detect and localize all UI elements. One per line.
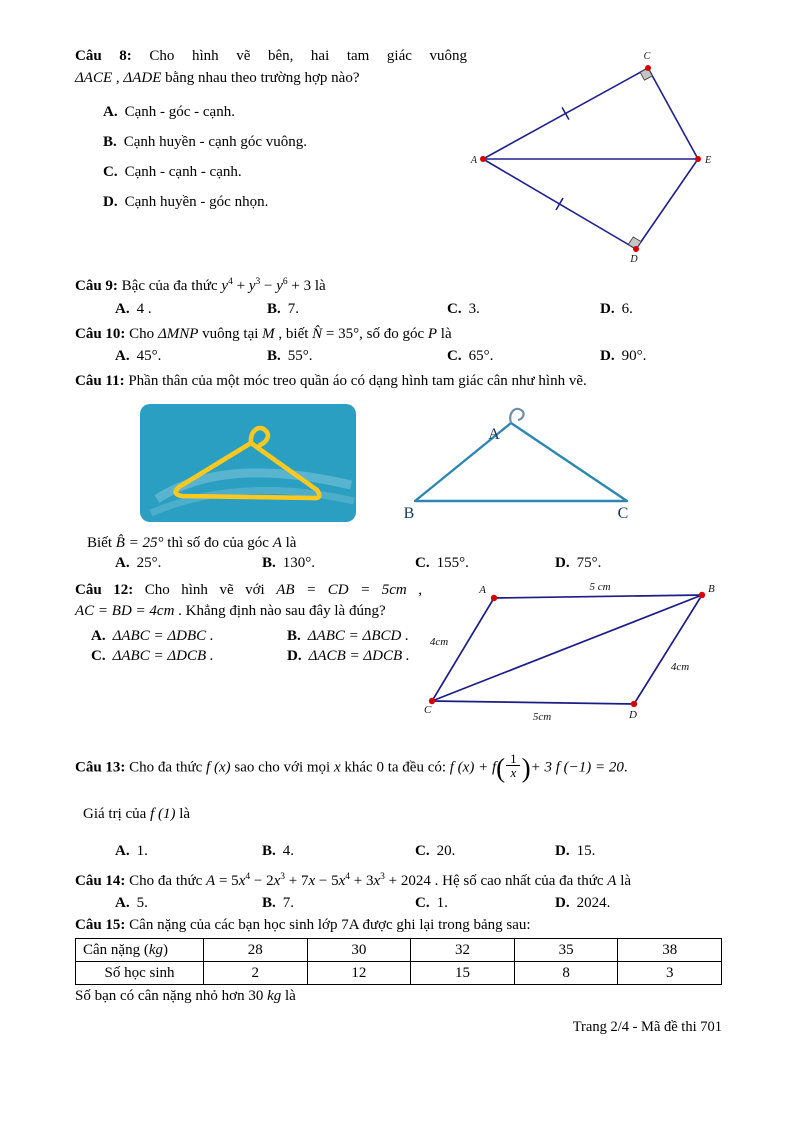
- table-cell: 35: [514, 939, 618, 962]
- option-label: C.: [447, 300, 462, 317]
- dim-bottom: 5cm: [532, 710, 552, 723]
- triangle-edges: [483, 68, 698, 249]
- open-paren: (: [496, 752, 506, 783]
- option-text: 1.: [136, 842, 148, 859]
- option-text: ΔABC = ΔBCD .: [307, 628, 409, 644]
- option-label: C.: [415, 895, 430, 912]
- option-text: 7.: [282, 895, 295, 912]
- label-D: D: [629, 708, 637, 721]
- option-label: A.: [115, 348, 130, 364]
- vertex-labels: [470, 51, 711, 265]
- question-11-given: Biết B̂ = 25° thì số đo của góc A là: [87, 534, 297, 551]
- parallelogram-edges: [429, 595, 702, 704]
- q11-option-a: [115, 555, 262, 572]
- question-14-options: [75, 895, 722, 912]
- option-text: 65°.: [468, 348, 494, 364]
- q9-option-a: [115, 301, 267, 318]
- option-label: B.: [103, 133, 117, 150]
- question-8-figure: [467, 46, 722, 270]
- option-label: D.: [103, 193, 118, 210]
- option-label: B.: [262, 554, 276, 571]
- isosceles-triangle-figure-svg: [401, 401, 641, 523]
- question-12: [75, 580, 722, 724]
- q11-option-b: [262, 555, 415, 572]
- label-B: B: [403, 504, 415, 522]
- option-text: Cạnh huyền - cạnh góc vuông.: [123, 133, 308, 150]
- question-10-text: Câu 10: Cho ΔMNP vuông tại M , biết N̂ = 35°, số đo góc P là: [75, 325, 452, 342]
- option-text: ΔACB = ΔDCB .: [308, 648, 410, 664]
- q14-option-c: [415, 895, 555, 912]
- question-12-text-block: [75, 580, 422, 724]
- table-cell: 3: [618, 962, 722, 985]
- option-label: D.: [600, 348, 615, 364]
- q13-option-b: [262, 843, 415, 860]
- q14-option-d: [555, 895, 722, 912]
- label-B: B: [708, 582, 715, 595]
- question-8: [75, 46, 722, 270]
- question-11-figures: [139, 401, 722, 523]
- q8-option-c: [103, 157, 467, 187]
- question-12-line2: AC = BD = 4cm . Khẳng định nào sau đây là đúng?: [75, 603, 386, 620]
- option-label: D.: [555, 842, 570, 859]
- option-label: B.: [262, 895, 276, 912]
- table-cell: 12: [307, 962, 411, 985]
- question-9-options: [75, 301, 722, 318]
- option-label: A.: [115, 554, 130, 571]
- option-label: C.: [91, 648, 106, 664]
- option-text: 130°.: [282, 554, 316, 571]
- option-text: 2024.: [576, 895, 611, 912]
- q13-lead: Câu 13: Cho đa thức f (x) sao cho với mọi x khác 0 ta đều có:: [75, 759, 450, 776]
- triangle-labels: [404, 426, 629, 522]
- question-11-options: [75, 555, 722, 572]
- option-label: C.: [447, 348, 462, 364]
- question-15-followup: Số bạn có cân nặng nhỏ hơn 30 kg là: [75, 988, 296, 1005]
- table-cell: 38: [618, 939, 722, 962]
- table-cell: 32: [411, 939, 515, 962]
- option-label: C.: [415, 554, 430, 571]
- table-cell: 2: [204, 962, 308, 985]
- option-text: 6.: [621, 300, 633, 317]
- table-cell: 28: [204, 939, 308, 962]
- label-C: C: [617, 504, 629, 522]
- label-C: C: [643, 51, 651, 62]
- question-12-options: [75, 628, 422, 665]
- option-label: B.: [267, 348, 281, 364]
- q14-option-a: [115, 895, 262, 912]
- q13-formula-right: + 3 f (−1) = 20: [530, 759, 624, 776]
- hook-icon: [510, 408, 523, 422]
- q13-option-c: [415, 843, 555, 860]
- label-C: C: [424, 703, 432, 716]
- option-label: C.: [415, 842, 430, 859]
- triangle-outline: [415, 423, 627, 501]
- q12-option-d: [287, 648, 422, 665]
- option-label: A.: [115, 895, 130, 912]
- q13-formula-left: f (x) + f: [449, 759, 497, 776]
- option-label: D.: [287, 648, 302, 664]
- q10-option-a: [115, 348, 267, 365]
- fraction-numerator: 1: [510, 750, 517, 766]
- q13-period: .: [623, 759, 628, 776]
- option-label: C.: [103, 163, 118, 180]
- dim-right: 4cm: [670, 660, 690, 673]
- question-12-line1: Câu 12: Cho hình vẽ với AB = CD = 5cm ,: [75, 581, 423, 598]
- parallelogram-figure-svg: [422, 582, 722, 724]
- dim-left: 4cm: [429, 635, 449, 648]
- option-label: B.: [287, 628, 301, 644]
- option-text: 25°.: [136, 554, 162, 571]
- q12-option-a: [91, 628, 287, 645]
- option-text: Cạnh huyền - góc nhọn.: [124, 193, 269, 210]
- label-A: A: [488, 425, 500, 443]
- option-label: A.: [91, 628, 106, 644]
- option-text: 5.: [136, 895, 148, 912]
- q13-option-d: [555, 843, 722, 860]
- option-text: 55°.: [287, 348, 313, 364]
- option-text: 7.: [287, 300, 300, 317]
- option-text: 20.: [436, 842, 456, 859]
- label-A: A: [479, 583, 486, 596]
- hanger-clipart-svg: [139, 403, 357, 523]
- option-text: ΔABC = ΔDCB .: [112, 648, 214, 664]
- question-9-text: Câu 9: Bậc của đa thức $y^4 + y^3 - y^6 + 3$ là: [75, 277, 326, 294]
- option-label: B.: [262, 842, 276, 859]
- q11-option-d: [555, 555, 722, 572]
- option-label: A.: [103, 103, 118, 120]
- q11-option-c: [415, 555, 555, 572]
- q13-option-a: [115, 843, 262, 860]
- q10-option-b: [267, 348, 447, 365]
- q9-option-c: [447, 301, 600, 318]
- table-cell: 30: [307, 939, 411, 962]
- question-13-value-line: Giá trị của f (1) là: [83, 805, 191, 822]
- question-8-options: [75, 97, 467, 217]
- q8-kite-figure-svg: [468, 46, 720, 270]
- option-label: D.: [600, 300, 615, 317]
- option-text: 75°.: [576, 554, 602, 571]
- option-label: D.: [555, 895, 570, 912]
- option-text: 4 .: [136, 300, 152, 317]
- fraction-denominator: x: [506, 765, 520, 780]
- q8-option-a: [103, 97, 467, 127]
- label-E: E: [705, 155, 712, 166]
- q12-option-c: [91, 648, 287, 665]
- table-cell: 8: [514, 962, 618, 985]
- question-10-options: [75, 348, 722, 365]
- dim-top: 5 cm: [589, 581, 611, 593]
- q9-option-d: [600, 301, 722, 318]
- label-D: D: [630, 254, 638, 265]
- option-text: 155°.: [436, 554, 469, 571]
- weight-frequency-table: [75, 938, 722, 985]
- option-text: Cạnh - cạnh - cạnh.: [124, 163, 242, 180]
- question-8-line1: Câu 8: Cho hình vẽ bên, hai tam giác vuông: [75, 48, 467, 64]
- table-cell: 15: [411, 962, 515, 985]
- q8-option-d: [103, 187, 467, 217]
- fraction-1-over-x: [506, 752, 521, 780]
- q12-option-b: [287, 628, 422, 645]
- question-13-options: [75, 843, 722, 860]
- question-11-text: Câu 11: Phần thân của một móc treo quần áo có dạng hình tam giác cân như hình vẽ.: [75, 373, 587, 389]
- table-row-counts: [76, 962, 722, 985]
- q9-option-b: [267, 301, 447, 318]
- option-text: 45°.: [136, 348, 162, 364]
- tick-mark-AD: [556, 198, 563, 210]
- question-8-text-block: [75, 46, 467, 270]
- option-text: 1.: [436, 895, 448, 912]
- option-text: 4.: [282, 842, 295, 859]
- question-12-figure: [422, 580, 722, 724]
- close-paren: ): [521, 752, 531, 783]
- q14-option-b: [262, 895, 415, 912]
- q8-option-b: [103, 127, 467, 157]
- page-footer: Trang 2/4 - Mã đề thi 701: [572, 1019, 722, 1036]
- question-15-text: Câu 15: Cân nặng của các bạn học sinh lớp 7A được ghi lại trong bảng sau:: [75, 917, 531, 934]
- option-text: 3.: [468, 300, 480, 317]
- table-cell-header: Cân nặng (kg): [76, 939, 204, 962]
- option-text: ΔABC = ΔDBC .: [112, 628, 214, 644]
- label-A: A: [470, 155, 477, 166]
- option-text: 15.: [576, 842, 596, 859]
- option-label: B.: [267, 300, 281, 317]
- table-cell-header: Số học sinh: [76, 962, 204, 985]
- option-label: D.: [555, 554, 570, 571]
- option-text: Cạnh - góc - cạnh.: [124, 103, 235, 120]
- question-8-line2: ΔACE , ΔADE bằng nhau theo trường hợp nào?: [75, 69, 360, 86]
- question-13-text: [75, 750, 722, 783]
- option-label: A.: [115, 842, 130, 859]
- q10-option-d: [600, 348, 722, 365]
- question-14-text: Câu 14: Cho đa thức $A = 5x^4 - 2x^3 + 7x - 5x^4 + 3x^3 + 2024$ . Hệ số cao nhất của đa thức A là: [75, 871, 632, 889]
- tick-mark-AC: [562, 107, 569, 119]
- option-text: 90°.: [621, 348, 647, 364]
- option-label: A.: [115, 300, 130, 317]
- q10-option-c: [447, 348, 600, 365]
- table-row-weights: [76, 939, 722, 962]
